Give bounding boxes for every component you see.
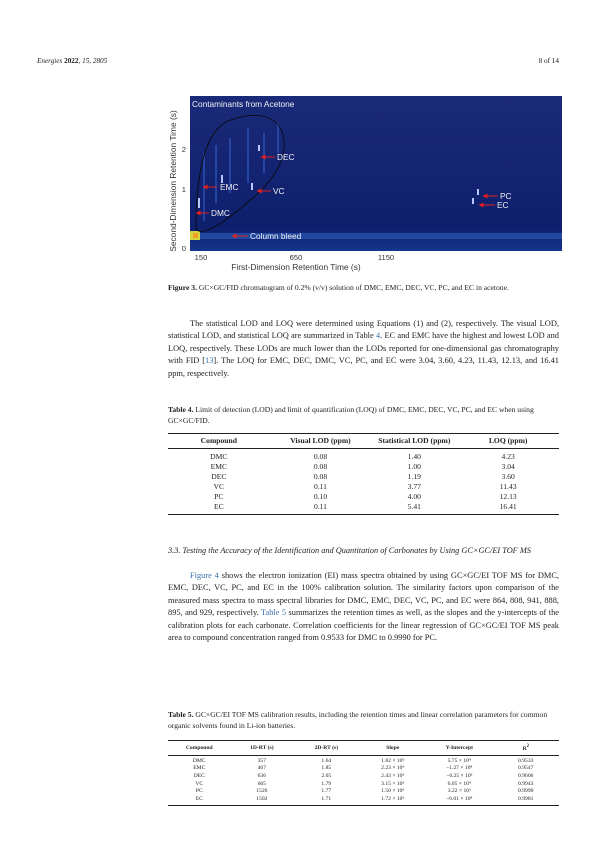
table-cell: 2.05 (321, 773, 332, 780)
table-cell: 12.13 (499, 492, 517, 501)
table-cell: 357 (257, 757, 267, 764)
table-cell: 467 (257, 765, 267, 772)
table-cell: 1.00 (407, 462, 421, 471)
table-cell: DEC (193, 773, 205, 780)
pc-label: PC (500, 191, 512, 201)
table-cell: 4.23 (501, 452, 515, 461)
table-cell: EC (168, 796, 231, 806)
table-4 (168, 433, 559, 515)
x-tick-650: 650 (289, 253, 303, 262)
table-cell: 5.75 × 10⁴ (447, 757, 471, 764)
table-cell: 1.82 × 10⁶ (381, 757, 405, 764)
emc-label: EMC (220, 182, 239, 192)
dec-label: DEC (277, 152, 295, 162)
figure-4-link[interactable]: Figure 4 (190, 571, 219, 580)
column-header: Slope (360, 741, 426, 756)
peak-pc (477, 189, 479, 195)
table-header-row (168, 434, 559, 449)
table-cell: 0.11 (270, 502, 372, 515)
column-header-r2: $R^2$ (493, 741, 560, 756)
table-row (168, 796, 559, 806)
peak-vc (251, 183, 253, 190)
table-5 (168, 740, 559, 806)
table-cell: 3.15 × 10⁶ (381, 780, 405, 787)
journal-volume: , 15, 2805 (78, 57, 108, 65)
table-cell: 0.9990 (518, 788, 534, 795)
figure-3-caption (168, 282, 559, 293)
table-row (168, 462, 559, 472)
table-5-caption-text: GC×GC/EI TOF MS calibration results, including the retention times and linear correlation parameters for common organic solvents found in Li-ion batteries. (168, 710, 548, 731)
paragraph-text: ]. The LOQ for EMC, DEC, DMC, VC, PC, and EC were 3.04, 3.60, 4.23, 11.43, 12.13, and 16.41 ppm, respectively. (168, 356, 559, 378)
table-cell: 5.41 (371, 502, 457, 515)
table-cell: −6.25 × 10³ (446, 773, 473, 780)
table-cell: 0.9606 (518, 773, 534, 780)
column-header: 2D-RT (s) (293, 741, 359, 756)
paragraph-text: The statistical LOD and LOQ were determined using Equations (1) and (2), respectively. The visual LOD, statistical LOD, and statistical LOQ are summarized in Table (168, 319, 559, 341)
table-cell: 0.08 (313, 452, 328, 461)
table-cell: −1.27 × 10⁴ (446, 765, 473, 772)
table-cell: 1.64 (321, 757, 332, 764)
table-row (168, 472, 559, 482)
table-4-link[interactable]: 4 (375, 331, 381, 341)
section-heading: 3.3. Testing the Accuracy of the Identification and Quantitation of Carbonates by Using GC×GC/EI TOF MS (168, 546, 531, 555)
table-cell: 1.77 (321, 788, 332, 795)
table-cell: 1.19 (407, 472, 421, 481)
table-cell: 1.79 (321, 780, 332, 787)
table-cell: VC (213, 482, 225, 491)
table-4-caption (168, 404, 559, 426)
column-header: Compound (168, 741, 231, 756)
table-row (168, 502, 559, 515)
paragraph-text: . EC and EMC have the highest and lowest LOD and LOQ, respectively. These LODs are much lower than the LODs reported for one-dimensional gas chromatography with FID [ (168, 331, 559, 366)
table-cell: 1502 (231, 796, 294, 806)
table-cell: 11.43 (499, 482, 517, 491)
table-cell: 0.11 (313, 482, 327, 491)
table-cell: 0.9533 (518, 757, 534, 764)
table-cell: 1.40 (407, 452, 421, 461)
table-cell: 3.04 (501, 462, 515, 471)
figure-3-label: Figure 3. (168, 283, 197, 292)
paragraph-ms-results (168, 570, 559, 644)
table-cell: 0.08 (313, 462, 328, 471)
table-cell: EC (168, 502, 270, 515)
journal-year: 2022 (64, 57, 79, 65)
table-cell: 6.05 × 10⁴ (447, 780, 471, 787)
ec-label: EC (497, 200, 509, 210)
column-header: Compound (168, 434, 270, 449)
chromatogram-figure (168, 93, 572, 273)
column-header: Statistical LOD (ppm) (371, 434, 457, 449)
table-cell: −6.01 × 10⁴ (426, 796, 492, 806)
paragraph-lod-loq (168, 318, 559, 380)
table-5-link[interactable]: Table 5 (261, 608, 287, 618)
peak-ec (472, 198, 474, 204)
bleed-label: Column bleed (250, 231, 302, 241)
table-row (168, 773, 559, 781)
plot-area (190, 96, 562, 251)
table-row (168, 781, 559, 789)
table-cell: PC (195, 788, 203, 795)
column-header: Visual LOD (ppm) (270, 434, 372, 449)
table-row (168, 755, 559, 765)
table-cell: DEC (211, 472, 227, 481)
table-cell: 3.22 × 10³ (447, 788, 471, 795)
citation-13-link[interactable]: 13 (205, 356, 214, 366)
table-cell: 4.00 (407, 492, 421, 501)
table-cell: 1526 (256, 788, 268, 795)
column-header: LOQ (ppm) (457, 434, 559, 449)
table-cell: 0.9547 (518, 765, 534, 772)
paragraph-text: summarizes the retention times as well, as the slopes and the y-intercepts of the calibration plots for each carbonate. Correlation coefficients for the linear regression of GC×GC/EI TOF MS peak area to compound concentration ranged from 0.9533 for DMC to 0.9990 for PC. (168, 608, 560, 643)
table-cell: 636 (257, 773, 267, 780)
x-tick-1150: 1150 (377, 253, 395, 262)
y-axis-label: Second-Dimension Retention Time (s) (168, 110, 178, 252)
table-cell: VC (195, 780, 204, 787)
table-cell: PC (214, 492, 224, 501)
vc-label: VC (273, 186, 285, 196)
table-cell: 0.9943 (518, 780, 534, 787)
table-4-caption-text: Limit of detection (LOD) and limit of quantification (LOQ) of DMC, EMC, DEC, VC, PC, and EC when using GC×GC/FID. (168, 405, 534, 426)
x-tick-150: 150 (194, 253, 208, 262)
table-row (168, 788, 559, 796)
table-5-label: Table 5. (168, 710, 194, 719)
table-row (168, 765, 559, 773)
table-cell: EMC (210, 462, 228, 471)
table-cell: 1.85 (321, 765, 332, 772)
peak-dec (258, 145, 260, 151)
table-cell: 1.72 × 10⁶ (360, 796, 426, 806)
table-cell: 0.08 (313, 472, 328, 481)
page-number: 8 of 14 (538, 57, 559, 65)
table-5-caption (168, 709, 559, 731)
solvent-hotspot-core (193, 233, 198, 238)
column-header: 1D-RT (s) (231, 741, 294, 756)
table-row (168, 492, 559, 502)
column-header: Y-Intercept (426, 741, 492, 756)
peak-dmc (198, 198, 200, 208)
y-tick-1: 1 (181, 185, 186, 194)
y-tick-2: 2 (181, 145, 186, 154)
table-cell: 3.77 (407, 482, 421, 491)
table-cell: 1.50 × 10⁶ (381, 788, 405, 795)
table-cell: DMC (192, 757, 206, 764)
paragraph-text: shows the electron ionization (EI) mass spectra obtained by using GC×GC/EI TOF MS for DMC, EMC, DEC, VC, PC, and EC in the 100% calibration solution. The similarity factors upon comparison of the measured mass spectra to mass spectral libraries for DMC, EMC, DEC, VC, PC, and EC were 864, 808, 941, 888, 895, and 929, respectively. (168, 571, 559, 618)
y-tick-0: 0 (181, 244, 186, 253)
table-cell: 0.9981 (493, 796, 560, 806)
dmc-label: DMC (211, 208, 230, 218)
table-cell: 1.71 (293, 796, 359, 806)
figure-3-caption-text: GC×GC/FID chromatogram of 0.2% (v/v) solution of DMC, EMC, DEC, VC, PC, and EC in acetone. (196, 283, 509, 292)
table-cell: 3.60 (501, 472, 515, 481)
table-cell: 0.10 (313, 492, 328, 501)
x-axis-label: First-Dimension Retention Time (s) (231, 262, 361, 272)
table-cell: EMC (193, 765, 206, 772)
table-cell: 2.43 × 10⁶ (381, 773, 405, 780)
contaminants-label: Contaminants from Acetone (192, 99, 295, 109)
table-row (168, 482, 559, 492)
table-cell: DMC (210, 452, 228, 461)
running-header (37, 57, 107, 65)
table-header-row (168, 741, 559, 756)
table-row (168, 449, 559, 463)
table-4-label: Table 4. (168, 405, 194, 414)
table-cell: 16.41 (457, 502, 559, 515)
journal-name: Energies (37, 57, 63, 65)
table-cell: 2.23 × 10⁶ (381, 765, 405, 772)
table-cell: 665 (257, 780, 267, 787)
